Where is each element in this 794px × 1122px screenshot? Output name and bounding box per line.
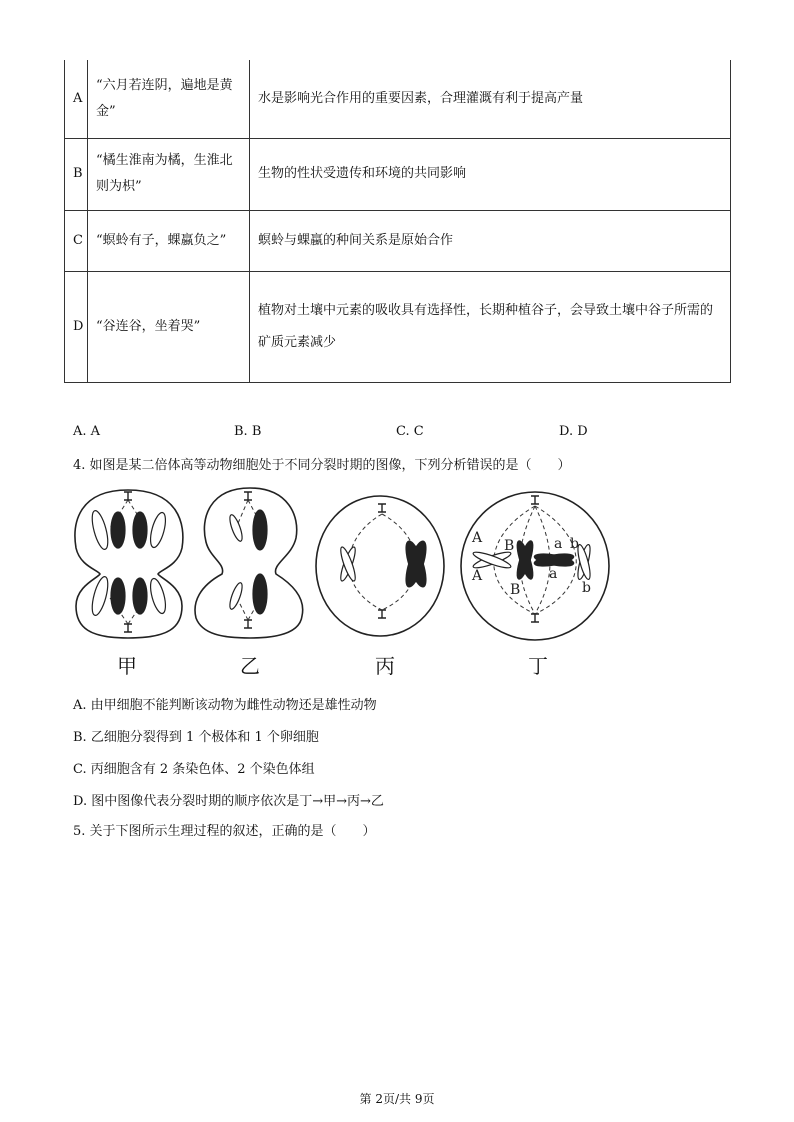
table-row [65,210,731,271]
row-explanation: 水是影响光合作用的重要因素，合理灌溉有利于提高产量 [250,60,731,138]
centriole-icon [378,504,386,512]
page-footer: 第 2页/共 9页 [359,1092,435,1106]
q4-option-b: B. 乙细胞分裂得到 1 个极体和 1 个卵细胞 [73,730,319,745]
q3-options [73,424,713,444]
table-row [65,138,731,210]
gene-label: B [504,538,515,554]
q4-stem: 4. 如图是某二倍体高等动物细胞处于不同分裂时期的图像，下列分析错误的是（ ） [73,458,571,473]
gene-label: A [472,568,483,584]
centriole-icon [378,610,386,618]
row-quote: “六月若连阴，遍地是黄金” [88,60,250,138]
row-letter: B [65,138,88,210]
gene-label: B [510,582,521,598]
figure-label-jia: 甲 [117,654,137,678]
row-explanation: 植物对土壤中元素的吸收具有选择性，长期种植谷子，会导致土壤中谷子所需的矿质元素减少 [250,271,731,382]
row-quote: “螟蛉有子，蜾蠃负之” [88,210,250,271]
row-quote: “橘生淮南为橘，生淮北则为枳” [88,138,250,210]
centriole-icon [531,496,539,504]
q3-option-d: D. D [559,424,588,439]
q3-option-b: B. B [234,424,262,439]
centriole-icon [124,492,132,500]
centriole-icon [244,492,252,500]
figure-label-ding: 丁 [528,654,548,678]
gene-label: b [582,580,591,596]
figure-label-yi: 乙 [240,654,260,678]
row-quote: “谷连谷，坐着哭” [88,271,250,382]
cell-bing-outline [316,496,444,636]
row-letter: D [65,271,88,382]
row-letter: C [65,210,88,271]
row-explanation: 生物的性状受遗传和环境的共同影响 [250,138,731,210]
gene-label: a [554,536,563,552]
cell-jia-outline [75,490,183,638]
q3-option-c: C. C [396,424,424,439]
centriole-icon [531,614,539,622]
gene-label: a [549,566,558,582]
cell-yi-outline [195,488,303,638]
row-explanation: 螟蛉与蜾蠃的种间关系是原始合作 [250,210,731,271]
q4-option-a: A. 由甲细胞不能判断该动物为雌性动物还是雄性动物 [73,698,377,713]
centriole-icon [124,624,132,632]
answer-table [64,60,731,383]
gene-label: A [472,530,483,546]
q5-stem: 5. 关于下图所示生理过程的叙述，正确的是（ ） [73,824,376,839]
q3-option-a: A. A [73,424,101,439]
gene-label: b [570,536,579,552]
figure-label-bing: 丙 [375,654,395,678]
cell-division-figure [60,478,630,678]
row-letter: A [65,60,88,138]
q4-option-d: D. 图中图像代表分裂时期的顺序依次是丁→甲→丙→乙 [73,794,384,809]
table-row [65,271,731,382]
table-row [65,60,731,138]
q4-option-c: C. 丙细胞含有 2 条染色体、2 个染色体组 [73,762,315,777]
centriole-icon [244,620,252,628]
